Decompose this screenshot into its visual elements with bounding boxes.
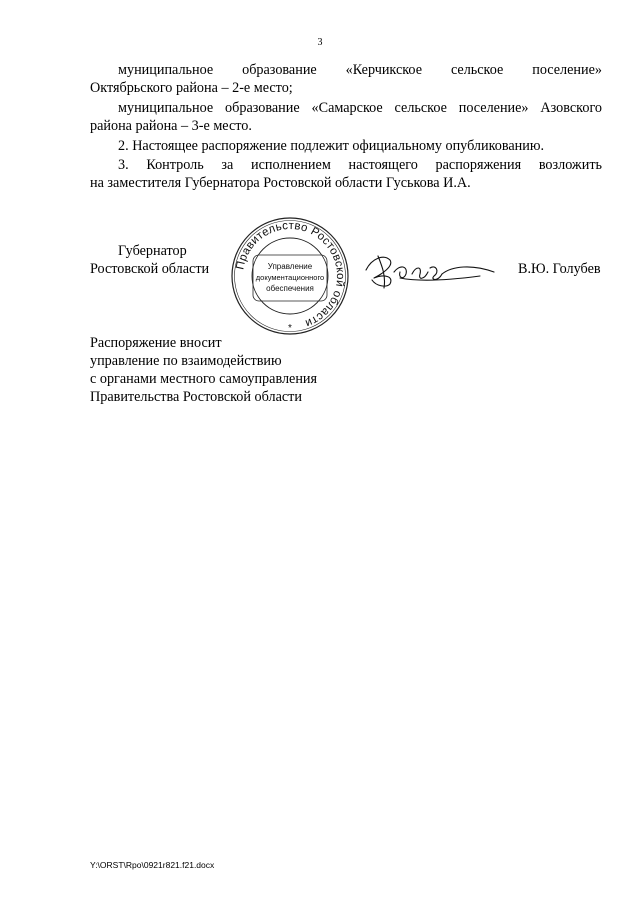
submitter-line1: Распоряжение вносит — [90, 335, 222, 351]
submitter-line3: с органами местного самоуправления — [90, 371, 318, 387]
stamp-center-line2: документационного — [255, 273, 325, 282]
paragraph-publication: 2. Настоящее распоряжение подлежит официальному опубликованию. — [118, 138, 545, 154]
signatory-title-line2: Ростовской области — [90, 261, 210, 277]
file-path-footer: Y:\ORST\Rpo\0921r821.f21.docx — [90, 860, 215, 870]
handwritten-signature — [360, 244, 500, 290]
paragraph-control-line2: на заместителя Губернатора Ростовской области Гуськова И.А. — [90, 175, 471, 191]
stamp-center-line3: обеспечения — [266, 284, 314, 293]
stamp-ring-text: Правительство Ростовской области — [234, 219, 347, 330]
official-seal-stamp — [229, 215, 351, 337]
stamp-star: * — [288, 323, 292, 334]
page-number: 3 — [317, 37, 323, 48]
paragraph-kerchikskoe-line2: Октябрьского района – 2-е место; — [90, 80, 293, 96]
paragraph-samarskoe-line2: района района – 3-е место. — [90, 118, 252, 134]
stamp-center-line1: Управление — [267, 262, 313, 271]
signatory-name: В.Ю. Голубев — [518, 261, 601, 277]
submitter-line4: Правительства Ростовской области — [90, 389, 302, 405]
signatory-title-line1: Губернатор — [118, 243, 187, 259]
submitter-line2: управление по взаимодействию — [90, 353, 282, 369]
paragraph-control-line1: 3. Контроль за исполнением настоящего распоряжения возложить — [118, 157, 602, 173]
paragraph-kerchikskoe-line1: муниципальное образование «Керчикское сельское поселение» — [118, 62, 602, 78]
paragraph-samarskoe-line1: муниципальное образование «Самарское сельское поселение» Азовского — [118, 100, 602, 116]
